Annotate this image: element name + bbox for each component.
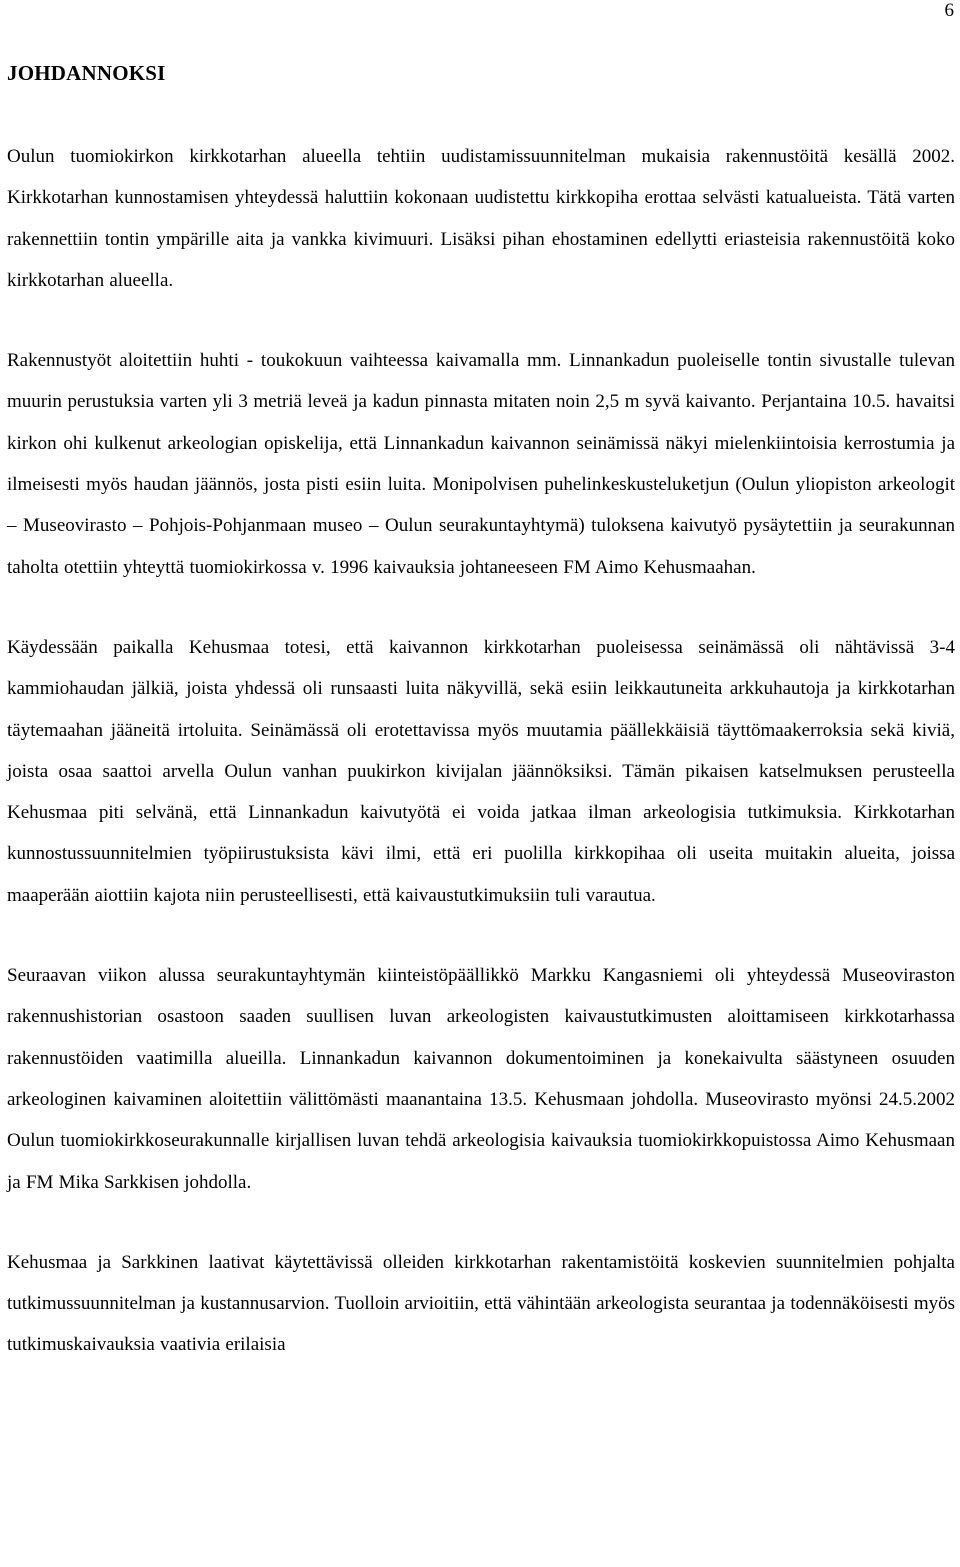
paragraph: Käydessään paikalla Kehusmaa totesi, että kaivannon kirkkotarhan puoleisessa seinämässä oli nähtävissä 3-4 kammiohaudan jälkiä, joista yhdessä oli runsaasti luita näkyvillä, sekä esiin leikkautuneita arkkuhautoja ja kirkkotarhan täytemaahan jääneitä irtoluita. Seinämässä oli erotettavissa myös muutamia päällekkäisiä täyttömaakerroksia sekä kiviä, joista osaa saattoi arvella Oulun vanhan puukirkon kivijalan jäännöksiksi. Tämän pikaisen katselmuksen perusteella Kehusmaa piti selvänä, että Linnankadun kaivutyötä ei voida jatkaa ilman arkeologisia tutkimuksia. Kirkkotarhan kunnostussuunnitelmien työpiirustuksista kävi ilmi, että eri puolilla kirkkopihaa oli useita muitakin alueita, joissa maaperään aiottiin kajota niin perusteellisesti, että kaivaustutkimuksiin tuli varautua. — [7, 636, 955, 906]
paragraph: Kehusmaa ja Sarkkinen laativat käytettävissä olleiden kirkkotarhan rakentamistöitä koskevien suunnitelmien pohjalta tutkimussuunnitelman ja kustannusarvion. Tuolloin arvioitiin, että vähintään arkeologista seurantaa ja todennäköisesti myös tutkimuskaivauksia vaativia erilaisia — [7, 1251, 955, 1356]
page-number: 6 — [944, 0, 954, 21]
paragraph: Oulun tuomiokirkon kirkkotarhan alueella tehtiin uudistamissuunnitelman mukaisia rakennustöitä kesällä 2002. Kirkkotarhan kunnostamisen yhteydessä haluttiin kokonaan uudistettu kirkkopiha erottaa selvästi katualueista. Tätä varten rakennettiin tontin ympärille aita ja vankka kivimuuri. Lisäksi pihan ehostaminen edellytti eriasteisia rakennustöitä koko kirkkotarhan alueella. — [7, 146, 955, 291]
section-heading: JOHDANNOKSI — [7, 61, 166, 85]
paragraph: Seuraavan viikon alussa seurakuntayhtymän kiinteistöpäällikkö Markku Kangasniemi oli yhteydessä Museoviraston rakennushistorian osastoon saaden suullisen luvan arkeologisten kaivaustutkimusten aloittamiseen kirkkotarhassa rakennustöiden vaatimilla alueilla. Linnankadun kaivannon dokumentoiminen ja konekaivulta säästyneen osuuden arkeologinen kaivaminen aloitettiin välittömästi maanantaina 13.5. Kehusmaan johdolla. Museovirasto myönsi 24.5.2002 Oulun tuomiokirkkoseurakunnalle kirjallisen luvan tehdä arkeologisia kaivauksia tuomiokirkkopuistossa Aimo Kehusmaan ja FM Mika Sarkkisen johdolla. — [7, 965, 955, 1193]
body-text — [7, 136, 955, 1405]
paragraph: Rakennustyöt aloitettiin huhti - toukokuun vaihteessa kaivamalla mm. Linnankadun puoleiselle tontin sivustalle tulevan muurin perustuksia varten yli 3 metriä leveä ja kadun pinnasta mitaten noin 2,5 m syvä kaivanto. Perjantaina 10.5. havaitsi kirkon ohi kulkenut arkeologian opiskelija, että Linnankadun kaivannon seinämissä näkyi mielenkiintoisia kerrostumia ja ilmeisesti myös haudan jäännös, josta pisti esiin luita. Monipolvisen puhelinkeskusteluketjun (Oulun yliopiston arkeologit – Museovirasto – Pohjois-Pohjanmaan museo – Oulun seurakuntayhtymä) tuloksena kaivutyö pysäytettiin ja seurakunnan taholta otettiin yhteyttä tuomiokirkossa v. 1996 kaivauksia johtaneeseen FM Aimo Kehusmaahan. — [7, 350, 955, 578]
